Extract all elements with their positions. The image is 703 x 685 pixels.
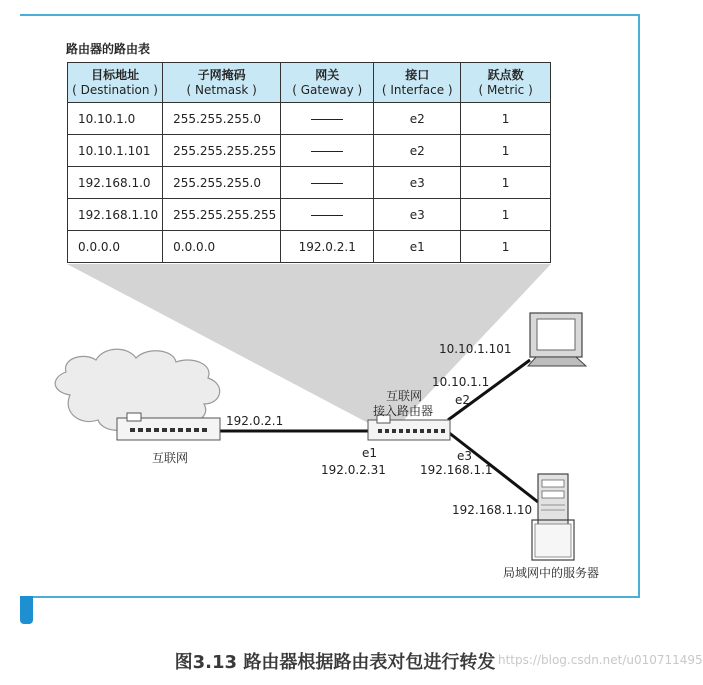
link-e2-to-pc: [448, 360, 530, 420]
e1-ip: 192.0.2.31: [321, 463, 386, 477]
cell-metric: 1: [461, 135, 551, 167]
cell-interface: e1: [374, 231, 461, 263]
cell-gateway: [281, 103, 374, 135]
header-destination: 目标地址 ( Destination ): [68, 63, 163, 103]
no-gateway-dash: [311, 119, 343, 120]
cell-destination: 192.168.1.10: [68, 199, 163, 231]
cell-destination: 192.168.1.0: [68, 167, 163, 199]
cell-interface: e3: [374, 199, 461, 231]
e2-label: e2: [455, 393, 471, 407]
cell-netmask: 0.0.0.0: [163, 231, 281, 263]
routing-table-title: 路由器的路由表: [66, 42, 151, 56]
cell-interface: e2: [374, 103, 461, 135]
cell-metric: 1: [461, 231, 551, 263]
internet-label: 互联网: [152, 451, 189, 465]
access-router-label-1: 互联网: [386, 389, 423, 403]
header-metric: 跃点数 ( Metric ): [461, 63, 551, 103]
e3-ip: 192.168.1.1: [420, 463, 493, 477]
no-gateway-dash: [311, 151, 343, 152]
pc-monitor-icon: [528, 313, 586, 366]
table-row: [68, 167, 551, 199]
no-gateway-dash: [311, 215, 343, 216]
pc-ip: 10.10.1.101: [439, 342, 512, 356]
table-row: [68, 135, 551, 167]
cell-interface: e2: [374, 135, 461, 167]
header-interface: 接口 ( Interface ): [374, 63, 461, 103]
cell-metric: 1: [461, 199, 551, 231]
cell-metric: 1: [461, 167, 551, 199]
table-row: [68, 231, 551, 263]
figure-caption: 图3.13 路由器根据路由表对包进行转发: [174, 652, 496, 673]
cell-destination: 0.0.0.0: [68, 231, 163, 263]
cell-netmask: 255.255.255.255: [163, 135, 281, 167]
cell-metric: 1: [461, 103, 551, 135]
server-ip: 192.168.1.10: [452, 503, 533, 517]
cell-interface: e3: [374, 167, 461, 199]
cell-destination: 10.10.1.101: [68, 135, 163, 167]
table-header-row: [68, 63, 551, 103]
cell-gateway: 192.0.2.1: [281, 231, 374, 263]
cell-netmask: 255.255.255.255: [163, 199, 281, 231]
table-row: [68, 199, 551, 231]
watermark: https://blog.csdn.net/u010711495: [498, 653, 703, 667]
cell-netmask: 255.255.255.0: [163, 103, 281, 135]
routing-table: [67, 62, 551, 263]
e3-label: e3: [457, 449, 473, 463]
cell-destination: 10.10.1.0: [68, 103, 163, 135]
cell-gateway: [281, 199, 374, 231]
header-gateway: 网关 ( Gateway ): [281, 63, 374, 103]
server-label: 局域网中的服务器: [503, 566, 600, 580]
cell-gateway: [281, 167, 374, 199]
isp-router-ip: 192.0.2.1: [226, 414, 284, 428]
access-router-label-2: 接入路由器: [373, 404, 434, 418]
no-gateway-dash: [311, 183, 343, 184]
table-row: [68, 103, 551, 135]
cell-netmask: 255.255.255.0: [163, 167, 281, 199]
header-netmask: 子网掩码 ( Netmask ): [163, 63, 281, 103]
server-icon: [532, 474, 574, 560]
e2-ip: 10.10.1.1: [432, 375, 490, 389]
e1-label: e1: [362, 446, 378, 460]
cell-gateway: [281, 135, 374, 167]
